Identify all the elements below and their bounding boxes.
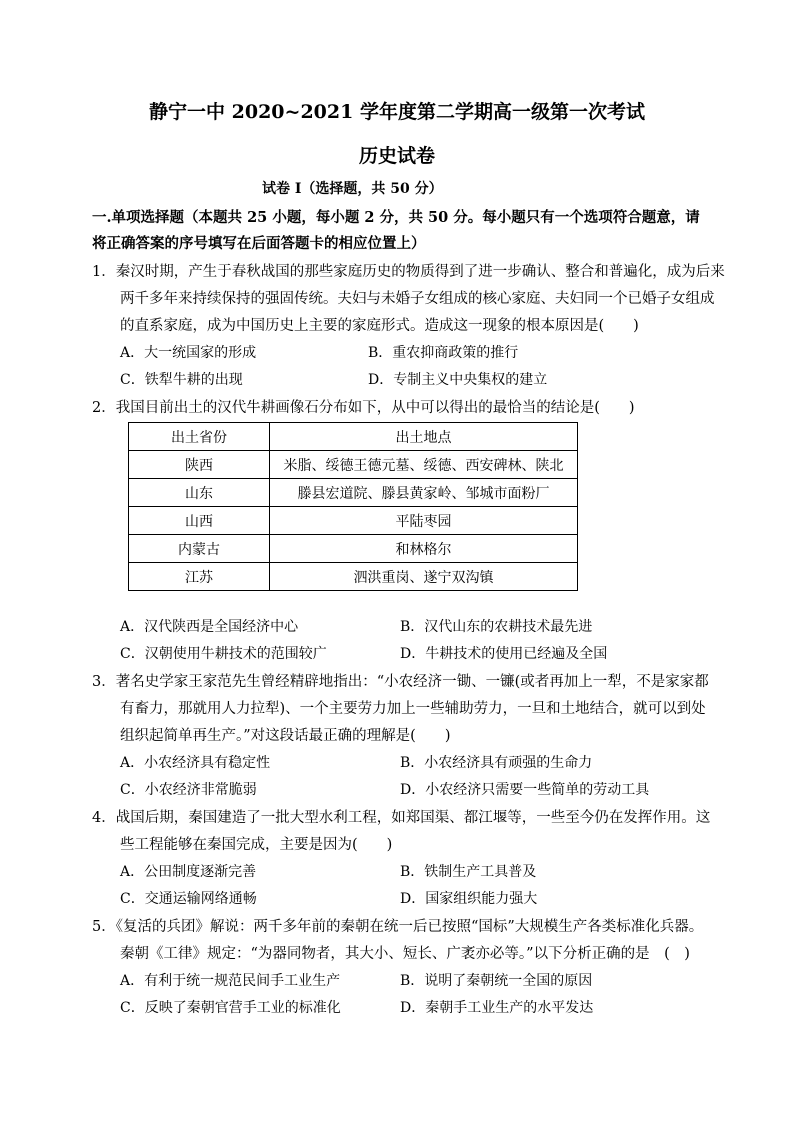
exam-title: 静宁一中 2020~2021 学年度第二学期高一级第一次考试 [149, 101, 645, 123]
table-row [129, 479, 578, 507]
q2-option-d: D．牛耕技术的使用已经遍及全国 [400, 646, 608, 662]
q4-option-d: D．国家组织能力强大 [400, 891, 538, 907]
q5-line-1: 5．《复活的兵团》解说：两千多年前的秦朝在统一后已按照“国标”大规模生产各类标准化兵器。 [92, 919, 704, 935]
table-header-row [129, 423, 578, 451]
table-cell-location: 米脂、绥德王德元墓、绥德、西安碑林、陕北 [270, 451, 578, 479]
q4-option-b: B．铁制生产工具普及 [400, 864, 537, 880]
q1-option-b: B．重农抑商政策的推行 [368, 345, 519, 361]
table-cell-province: 山东 [129, 479, 270, 507]
q3-option-c: C．小农经济非常脆弱 [120, 782, 257, 798]
table-cell-location: 和林格尔 [270, 535, 578, 563]
q4-option-c: C．交通运输网络通畅 [120, 891, 257, 907]
table-header-province: 出土省份 [129, 423, 270, 451]
table-row [129, 535, 578, 563]
q3-line-3: 组织起简单再生产。”对这段话最正确的理解是( ) [120, 728, 451, 744]
table-row [129, 451, 578, 479]
q2-option-a: A．汉代陕西是全国经济中心 [120, 619, 299, 635]
table-cell-province: 陕西 [129, 451, 270, 479]
q5-option-c: C．反映了秦朝官营手工业的标准化 [120, 1000, 341, 1016]
q2-table [128, 422, 578, 591]
q3-option-d: D．小农经济只需要一些简单的劳动工具 [400, 782, 650, 798]
table-cell-province: 江苏 [129, 563, 270, 591]
table-row [129, 563, 578, 591]
table-header-location: 出土地点 [270, 423, 578, 451]
section-heading: 一.单项选择题（本题共 25 小题，每小题 2 分，共 50 分。每小题只有一个选项符合题意，请将正确答案的序号填写在后面答题卡的相应位置上） [92, 209, 700, 252]
q2-line-1: 2．我国目前出土的汉代牛耕画像石分布如下，从中可以得出的最恰当的结论是( ) [92, 400, 635, 416]
table-cell-location: 滕县宏道院、滕县黄家岭、邹城市面粉厂 [270, 479, 578, 507]
q1-option-c: C．铁犁牛耕的出现 [120, 372, 243, 388]
q1-option-d: D．专制主义中央集权的建立 [368, 372, 548, 388]
subject-title: 历史试卷 [358, 145, 435, 167]
table-cell-location: 泗洪重岗、遂宁双沟镇 [270, 563, 578, 591]
q4-line-2: 些工程能够在秦国完成，主要是因为( ) [120, 837, 393, 853]
q2-option-b: B．汉代山东的农耕技术最先进 [400, 619, 593, 635]
q5-option-d: D．秦朝手工业生产的水平发达 [400, 1000, 594, 1016]
q3-option-a: A．小农经济具有稳定性 [120, 755, 271, 771]
q4-option-a: A．公田制度逐渐完善 [120, 864, 257, 880]
table-cell-province: 内蒙古 [129, 535, 270, 563]
q1-line-2: 两千多年来持续保持的强固传统。夫妇与未婚子女组成的核心家庭、夫妇同一个已婚子女组成 [120, 291, 715, 307]
paper-part-label: 试卷 I（选择题，共 50 分） [262, 181, 443, 197]
q3-line-1: 3．著名史学家王家范先生曾经精辟地指出：“小农经济一锄、一镰(或者再加上一犁，不是家家都 [92, 674, 709, 690]
q5-option-b: B．说明了秦朝统一全国的原因 [400, 973, 593, 989]
table-row [129, 507, 578, 535]
q3-option-b: B．小农经济具有顽强的生命力 [400, 755, 593, 771]
q5-line-2: 秦朝《工律》规定：“为器同物者，其大小、短长、广袤亦必等。”以下分析正确的是 ( ) [120, 946, 690, 962]
q1-line-3: 的直系家庭，成为中国历史上主要的家庭形式。造成这一现象的根本原因是( ) [120, 318, 639, 334]
table-cell-location: 平陆枣园 [270, 507, 578, 535]
q3-line-2: 有畜力，那就用人力拉犁)、一个主要劳力加上一些辅助劳力，一旦和土地结合，就可以到处 [120, 701, 706, 717]
q4-line-1: 4．战国后期，秦国建造了一批大型水利工程，如郑国渠、都江堰等，一些至今仍在发挥作用。这 [92, 810, 711, 826]
table-cell-province: 山西 [129, 507, 270, 535]
q5-option-a: A．有利于统一规范民间手工业生产 [120, 973, 341, 989]
q1-line-1: 1．秦汉时期，产生于春秋战国的那些家庭历史的物质得到了进一步确认、整合和普遍化，成为后来 [92, 264, 725, 280]
q2-option-c: C．汉朝使用牛耕技术的范围较广 [120, 646, 327, 662]
q1-option-a: A．大一统国家的形成 [120, 345, 257, 361]
